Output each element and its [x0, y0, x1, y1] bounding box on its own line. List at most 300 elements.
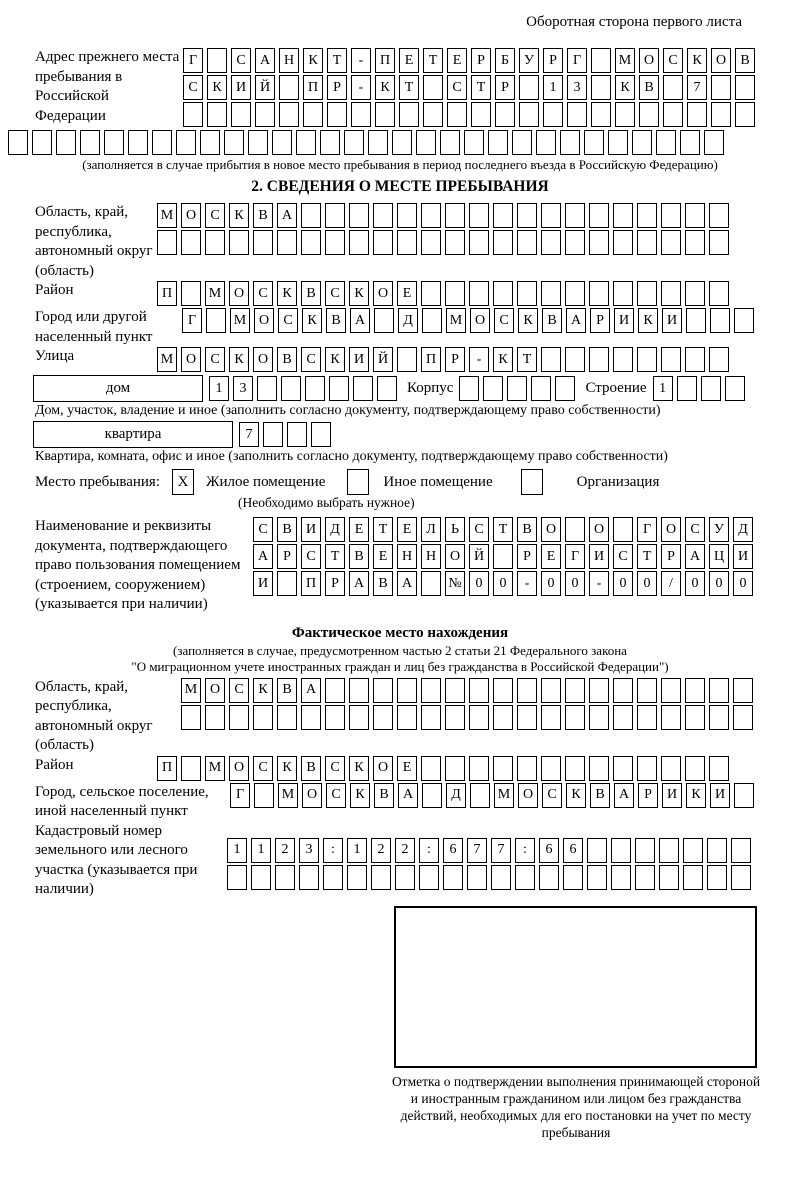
char-cell — [375, 102, 395, 127]
char-cell — [735, 102, 755, 127]
char-cell — [373, 678, 393, 703]
char-cell — [469, 203, 489, 228]
char-cell — [205, 230, 225, 255]
checkbox-other-premises — [347, 469, 369, 495]
char-cell: О — [470, 308, 490, 333]
house-hint: Дом, участок, владение и иное (заполнить согласно документу, подтверждающему право собственности) — [35, 403, 661, 418]
char-cell: К — [518, 308, 538, 333]
char-cell — [701, 376, 721, 401]
char-cell: О — [639, 48, 659, 73]
char-cell: Л — [421, 517, 441, 542]
prev-address-note: (заполняется в случае прибытия в новое место пребывания в период последнего въезда в Российскую Федерацию) — [82, 157, 718, 172]
char-cell — [560, 130, 580, 155]
char-cell — [272, 130, 292, 155]
char-cell — [733, 705, 753, 730]
prev-address-row-1 — [183, 48, 755, 73]
char-cell — [661, 756, 681, 781]
char-cell: Е — [541, 544, 561, 569]
char-cell — [517, 203, 537, 228]
char-cell: У — [709, 517, 729, 542]
char-cell — [565, 678, 585, 703]
char-cell: Д — [398, 308, 418, 333]
char-cell: Т — [471, 75, 491, 100]
apartment-word-box: квартира — [33, 421, 233, 448]
char-cell: К — [302, 308, 322, 333]
char-cell — [181, 230, 201, 255]
char-cell: 6 — [563, 838, 583, 863]
char-cell — [373, 230, 393, 255]
char-cell — [8, 130, 28, 155]
char-cell — [515, 865, 535, 890]
char-cell — [440, 130, 460, 155]
char-cell — [397, 230, 417, 255]
char-cell — [421, 678, 441, 703]
char-cell — [517, 756, 537, 781]
char-cell: А — [253, 544, 273, 569]
char-cell: С — [542, 783, 562, 808]
char-cell — [637, 678, 657, 703]
char-cell: 1 — [227, 838, 247, 863]
char-cell: 1 — [209, 376, 229, 401]
city-row — [182, 308, 754, 333]
char-cell: Р — [445, 347, 465, 372]
other-premises-option-label: Иное помещение — [383, 473, 493, 490]
char-cell: М — [278, 783, 298, 808]
char-cell — [493, 281, 513, 306]
char-cell — [231, 102, 251, 127]
cadastre-row-1 — [227, 838, 751, 863]
char-cell — [613, 678, 633, 703]
char-cell — [373, 705, 393, 730]
char-cell — [471, 102, 491, 127]
char-cell — [663, 75, 683, 100]
char-cell: - — [517, 571, 537, 596]
char-cell: 3 — [299, 838, 319, 863]
char-cell: К — [349, 756, 369, 781]
actual-region-field — [35, 678, 800, 756]
char-cell: - — [351, 48, 371, 73]
apartment-number-cells — [239, 422, 331, 447]
char-cell — [56, 130, 76, 155]
char-cell: А — [349, 571, 369, 596]
char-cell — [392, 130, 412, 155]
char-cell — [637, 347, 657, 372]
char-cell: С — [325, 756, 345, 781]
stay-type-label: Место пребывания: — [35, 473, 160, 490]
actual-city-row — [230, 783, 754, 808]
char-cell: Б — [495, 48, 515, 73]
char-cell: К — [303, 48, 323, 73]
char-cell — [613, 347, 633, 372]
char-cell: Т — [517, 347, 537, 372]
checkbox-organization — [521, 469, 543, 495]
char-cell — [608, 130, 628, 155]
char-cell: К — [566, 783, 586, 808]
char-cell: В — [374, 783, 394, 808]
city-label: Город или другой населенный пункт — [35, 309, 153, 345]
char-cell — [565, 517, 585, 542]
char-cell: К — [350, 783, 370, 808]
char-cell — [709, 281, 729, 306]
char-cell — [663, 102, 683, 127]
char-cell — [421, 756, 441, 781]
prev-address-row-3 — [183, 102, 755, 127]
char-cell — [613, 756, 633, 781]
char-cell — [491, 865, 511, 890]
char-cell: Р — [325, 571, 345, 596]
char-cell — [683, 838, 703, 863]
char-cell: С — [494, 308, 514, 333]
char-cell: Ь — [445, 517, 465, 542]
char-cell: О — [302, 783, 322, 808]
char-cell: О — [373, 281, 393, 306]
char-cell — [677, 376, 697, 401]
document-rows — [253, 517, 753, 598]
char-cell — [299, 865, 319, 890]
char-cell — [421, 571, 441, 596]
char-cell: 1 — [251, 838, 271, 863]
char-cell: И — [231, 75, 251, 100]
char-cell — [277, 571, 297, 596]
char-cell — [351, 102, 371, 127]
char-cell — [565, 756, 585, 781]
char-cell — [470, 783, 490, 808]
char-cell — [683, 865, 703, 890]
char-cell — [349, 705, 369, 730]
char-cell — [661, 203, 681, 228]
char-cell: 7 — [491, 838, 511, 863]
char-cell — [611, 865, 631, 890]
char-cell — [531, 376, 551, 401]
char-cell — [251, 865, 271, 890]
char-cell — [255, 102, 275, 127]
cadastre-field — [35, 822, 800, 900]
char-cell: Р — [661, 544, 681, 569]
char-cell: И — [662, 783, 682, 808]
char-cell — [445, 230, 465, 255]
char-cell: Т — [327, 48, 347, 73]
char-cell — [541, 281, 561, 306]
char-cell — [507, 376, 527, 401]
char-cell: Е — [399, 48, 419, 73]
char-cell — [589, 678, 609, 703]
char-cell: 1 — [347, 838, 367, 863]
char-cell — [733, 678, 753, 703]
char-cell: Р — [543, 48, 563, 73]
char-cell: 0 — [685, 571, 705, 596]
section2-title: 2. СВЕДЕНИЯ О МЕСТЕ ПРЕБЫВАНИЯ — [251, 178, 549, 195]
char-cell — [589, 347, 609, 372]
char-cell: К — [686, 783, 706, 808]
char-cell — [303, 102, 323, 127]
char-cell — [349, 203, 369, 228]
char-cell: В — [542, 308, 562, 333]
char-cell: С — [205, 347, 225, 372]
char-cell — [589, 203, 609, 228]
document-field — [35, 517, 800, 615]
char-cell — [254, 783, 274, 808]
prev-address-row-2 — [183, 75, 755, 100]
char-cell — [281, 376, 301, 401]
char-cell — [397, 203, 417, 228]
char-cell: И — [253, 571, 273, 596]
char-cell — [227, 865, 247, 890]
char-cell: О — [661, 517, 681, 542]
char-cell — [207, 48, 227, 73]
char-cell — [493, 544, 513, 569]
char-cell: В — [735, 48, 755, 73]
char-cell: К — [349, 281, 369, 306]
char-cell — [257, 376, 277, 401]
char-cell — [374, 308, 394, 333]
street-field — [35, 347, 800, 374]
char-cell — [734, 308, 754, 333]
actual-city-label: Город, сельское поселение, иной населенный пункт — [35, 783, 209, 819]
char-cell — [349, 230, 369, 255]
char-cell: А — [301, 678, 321, 703]
char-cell — [707, 865, 727, 890]
char-cell: Г — [637, 517, 657, 542]
char-cell: И — [662, 308, 682, 333]
char-cell — [80, 130, 100, 155]
char-cell — [637, 230, 657, 255]
char-cell: К — [615, 75, 635, 100]
actual-location-title: Фактическое место нахождения — [291, 624, 509, 641]
char-cell — [445, 678, 465, 703]
district-row — [157, 281, 729, 306]
char-cell: И — [349, 347, 369, 372]
char-cell: А — [350, 308, 370, 333]
char-cell — [483, 376, 503, 401]
char-cell: 0 — [637, 571, 657, 596]
char-cell — [397, 678, 417, 703]
char-cell: А — [277, 203, 297, 228]
char-cell: 3 — [233, 376, 253, 401]
char-cell: С — [613, 544, 633, 569]
char-cell: И — [614, 308, 634, 333]
char-cell — [632, 130, 652, 155]
char-cell — [565, 705, 585, 730]
char-cell — [301, 705, 321, 730]
char-cell: П — [157, 281, 177, 306]
char-cell — [493, 705, 513, 730]
char-cell — [637, 756, 657, 781]
char-cell — [589, 281, 609, 306]
char-cell: А — [614, 783, 634, 808]
char-cell — [709, 705, 729, 730]
char-cell: И — [733, 544, 753, 569]
char-cell — [711, 75, 731, 100]
char-cell — [377, 376, 397, 401]
char-cell — [685, 756, 705, 781]
char-cell — [493, 756, 513, 781]
char-cell — [224, 130, 244, 155]
region-field — [35, 203, 800, 281]
char-cell: О — [373, 756, 393, 781]
char-cell — [710, 308, 730, 333]
char-cell — [422, 308, 442, 333]
char-cell — [637, 281, 657, 306]
char-cell: 6 — [443, 838, 463, 863]
char-cell: К — [207, 75, 227, 100]
char-cell — [517, 281, 537, 306]
char-cell — [447, 102, 467, 127]
cadastre-rows — [227, 838, 751, 892]
char-cell — [661, 230, 681, 255]
char-cell — [565, 203, 585, 228]
checkbox-residential: X — [172, 469, 194, 495]
actual-district-row — [157, 756, 729, 781]
char-cell: Е — [349, 517, 369, 542]
char-cell: Е — [447, 48, 467, 73]
char-cell: - — [589, 571, 609, 596]
char-cell: К — [253, 678, 273, 703]
char-cell — [680, 130, 700, 155]
char-cell — [685, 678, 705, 703]
char-cell: М — [446, 308, 466, 333]
char-cell: 2 — [371, 838, 391, 863]
char-cell — [613, 281, 633, 306]
char-cell: О — [181, 347, 201, 372]
char-cell: С — [253, 517, 273, 542]
char-cell: Ц — [709, 544, 729, 569]
char-cell: О — [541, 517, 561, 542]
char-cell — [637, 203, 657, 228]
prev-address-field — [35, 48, 800, 129]
char-cell: К — [277, 281, 297, 306]
char-cell — [495, 102, 515, 127]
char-cell: Р — [495, 75, 515, 100]
char-cell: С — [278, 308, 298, 333]
char-cell — [685, 347, 705, 372]
char-cell — [488, 130, 508, 155]
char-cell: Р — [638, 783, 658, 808]
char-cell: 0 — [565, 571, 585, 596]
char-cell: П — [301, 571, 321, 596]
char-cell: Е — [397, 281, 417, 306]
char-cell — [709, 203, 729, 228]
stay-type-hint: (Необходимо выбрать нужное) — [238, 495, 415, 510]
char-cell: В — [326, 308, 346, 333]
char-cell: С — [326, 783, 346, 808]
char-cell — [704, 130, 724, 155]
char-cell — [279, 102, 299, 127]
char-cell — [563, 865, 583, 890]
char-cell: О — [205, 678, 225, 703]
char-cell: С — [325, 281, 345, 306]
char-cell: И — [710, 783, 730, 808]
char-cell — [128, 130, 148, 155]
char-cell — [104, 130, 124, 155]
char-cell — [469, 705, 489, 730]
char-cell: О — [445, 544, 465, 569]
organization-option-label: Организация — [576, 473, 660, 490]
char-cell: К — [375, 75, 395, 100]
char-cell — [613, 517, 633, 542]
char-cell: : — [515, 838, 535, 863]
city-field — [35, 308, 800, 347]
char-cell: К — [638, 308, 658, 333]
char-cell: Р — [517, 544, 537, 569]
char-cell: П — [303, 75, 323, 100]
char-cell — [422, 783, 442, 808]
char-cell: В — [277, 678, 297, 703]
char-cell: С — [231, 48, 251, 73]
char-cell — [327, 102, 347, 127]
char-cell — [635, 838, 655, 863]
actual-district-field — [35, 756, 800, 783]
char-cell: О — [229, 756, 249, 781]
char-cell — [421, 203, 441, 228]
char-cell — [615, 102, 635, 127]
char-cell — [416, 130, 436, 155]
confirmation-stamp-box — [394, 906, 757, 1068]
char-cell — [353, 376, 373, 401]
char-cell — [305, 376, 325, 401]
char-cell: В — [349, 544, 369, 569]
char-cell: - — [351, 75, 371, 100]
char-cell — [709, 230, 729, 255]
char-cell — [253, 230, 273, 255]
char-cell: Н — [279, 48, 299, 73]
char-cell — [517, 230, 537, 255]
char-cell: 0 — [733, 571, 753, 596]
char-cell — [229, 705, 249, 730]
char-cell — [263, 422, 283, 447]
char-cell — [421, 281, 441, 306]
char-cell: 2 — [275, 838, 295, 863]
char-cell — [591, 102, 611, 127]
char-cell — [371, 865, 391, 890]
char-cell: № — [445, 571, 465, 596]
char-cell: - — [469, 347, 489, 372]
char-cell — [320, 130, 340, 155]
char-cell: Р — [277, 544, 297, 569]
char-cell — [181, 705, 201, 730]
char-cell — [725, 376, 745, 401]
char-cell: 0 — [709, 571, 729, 596]
char-cell — [277, 705, 297, 730]
char-cell: К — [493, 347, 513, 372]
prev-address-rows — [183, 48, 755, 129]
char-cell — [517, 678, 537, 703]
char-cell — [445, 756, 465, 781]
char-cell: С — [301, 544, 321, 569]
page-side-label: Оборотная сторона первого листа — [526, 14, 742, 30]
char-cell — [423, 75, 443, 100]
char-cell — [709, 756, 729, 781]
char-cell — [469, 678, 489, 703]
char-cell — [493, 678, 513, 703]
char-cell — [329, 376, 349, 401]
char-cell — [589, 705, 609, 730]
char-cell: А — [685, 544, 705, 569]
char-cell — [325, 705, 345, 730]
char-cell: О — [518, 783, 538, 808]
apartment-hint: Квартира, комната, офис и иное (заполнить согласно документу, подтверждающему право собственности) — [35, 449, 668, 464]
char-cell — [399, 102, 419, 127]
char-cell — [469, 230, 489, 255]
char-cell — [635, 865, 655, 890]
region-row-1 — [157, 203, 729, 228]
char-cell: И — [589, 544, 609, 569]
cadastre-row-2 — [227, 865, 751, 890]
char-cell: 7 — [239, 422, 259, 447]
actual-region-row-1 — [181, 678, 753, 703]
char-cell: Р — [327, 75, 347, 100]
char-cell — [419, 865, 439, 890]
char-cell: О — [589, 517, 609, 542]
